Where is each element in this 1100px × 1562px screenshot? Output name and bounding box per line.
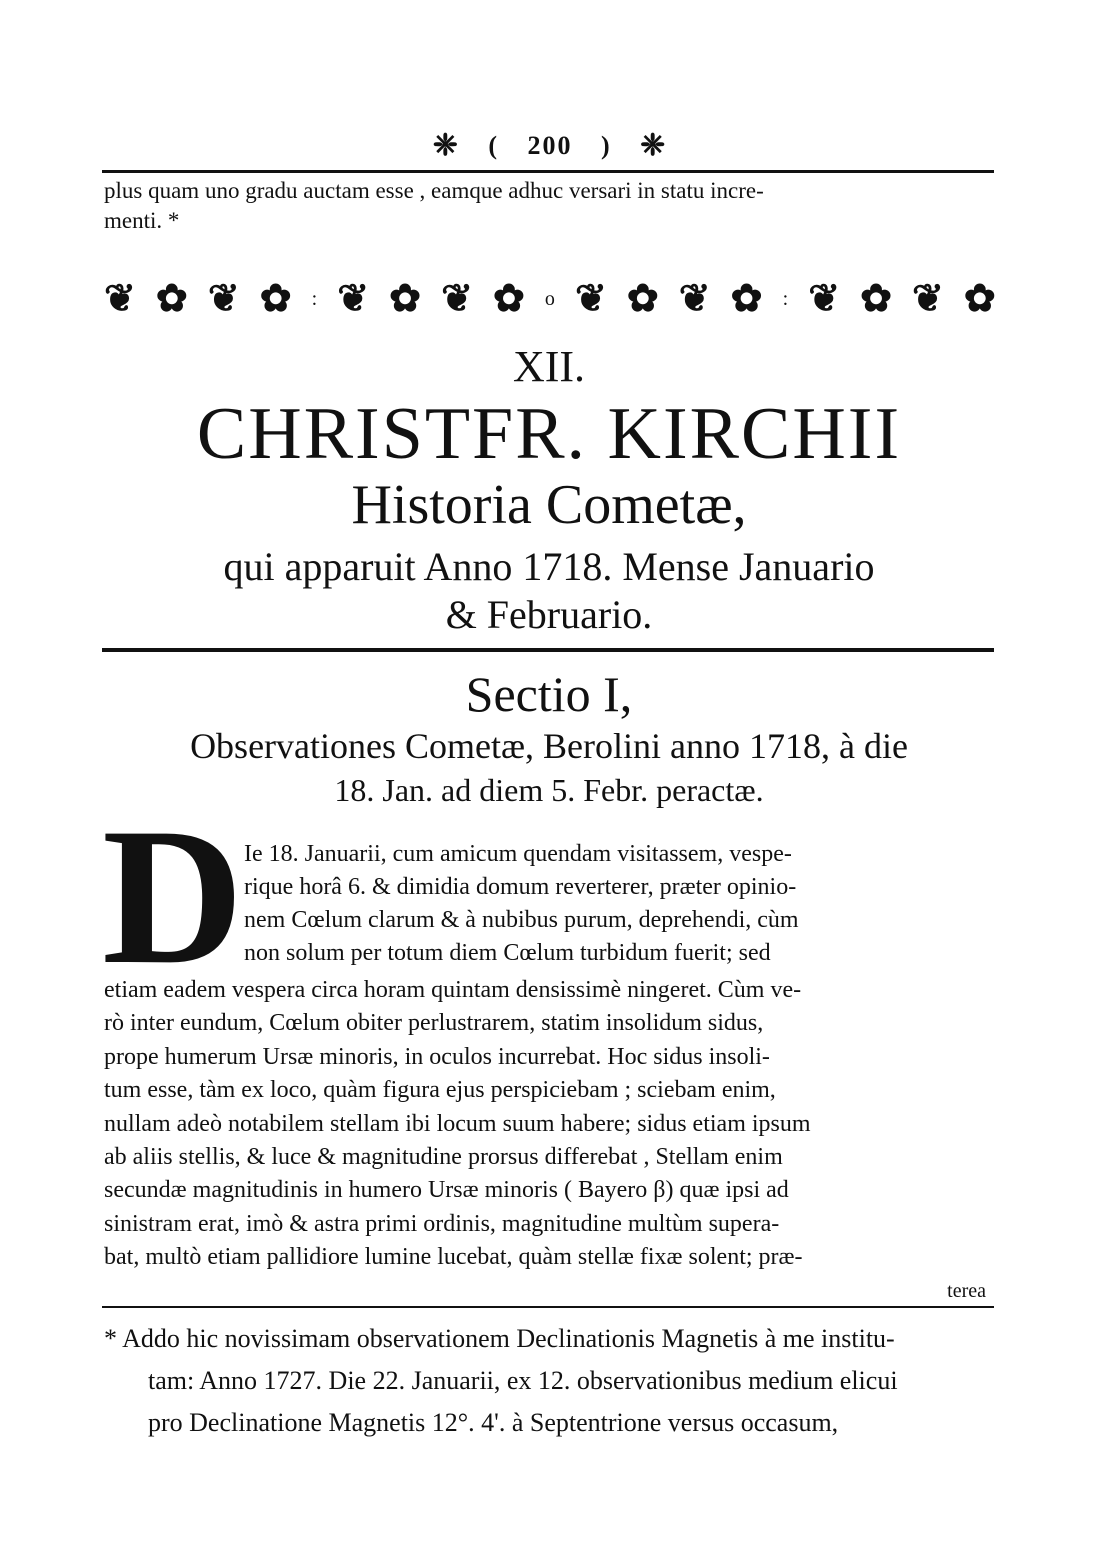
fleuron-icon: ❦ — [207, 278, 240, 320]
fleuron-icon: ❦ — [337, 278, 370, 320]
ornament-separator: : — [311, 287, 318, 310]
carryover-line: plus quam uno gradu auctam esse , eamque adhuc versari in statu incre- — [104, 178, 764, 203]
paren-open: ( — [488, 130, 499, 160]
section-rule — [102, 648, 994, 652]
text-line: rique horâ 6. & dimidia domum reverterer, præter opinio- — [244, 874, 797, 900]
text-line: sinistram erat, imò & astra primi ordinis, magnitudine multùm supera- — [104, 1210, 780, 1237]
author-title: CHRISTFR. KIRCHII — [196, 393, 902, 475]
running-head — [0, 128, 1100, 168]
text-line: rò inter eundum, Cœlum obiter perlustrarem, statim insolidum sidus, — [104, 1010, 764, 1037]
section-heading: Sectio I, — [465, 666, 633, 722]
fleuron-icon: ✿ — [626, 278, 659, 320]
text-line: Ie 18. Januarii, cum amicum quendam visitassem, vespe- — [244, 841, 792, 867]
fleuron-icon: ❦ — [441, 278, 473, 320]
flower-ornament-right-icon: ❈ — [640, 129, 668, 162]
fleuron-icon: ❦ — [678, 278, 711, 320]
fleuron-icon: ❦ — [574, 278, 607, 320]
text-line: ab aliis stellis, & luce & magnitudine prorsus differebat , Stellam enim — [104, 1144, 783, 1171]
text-line: prope humerum Ursæ minoris, in oculos incurrebat. Hoc sidus insoli- — [104, 1043, 770, 1070]
fleuron-icon: ❦ — [808, 278, 841, 320]
paren-close: ) — [601, 130, 612, 160]
fleuron-icon: ✿ — [259, 278, 292, 320]
fleuron-icon: ✿ — [492, 278, 525, 320]
title-subline: & Februario. — [445, 592, 653, 637]
header-rule — [102, 170, 994, 173]
fleuron-icon: ❦ — [104, 278, 136, 320]
drop-cap: D — [102, 788, 244, 1005]
ornament-band — [104, 274, 996, 324]
fleuron-icon: ❦ — [912, 278, 944, 320]
flower-ornament-left-icon: ❈ — [432, 129, 460, 162]
footnote-line: * Addo hic novissimam observationem Declinationis Magnetis à me institu- — [104, 1324, 895, 1353]
ornament-separator: o — [544, 287, 555, 310]
chapter-number: XII. — [512, 342, 586, 391]
text-line: bat, multò etiam pallidiore lumine lucebat, quàm stellæ fixæ solent; præ- — [104, 1244, 803, 1271]
text-line: nullam adeò notabilem stellam ibi locum suum habere; sidus etiam ipsum — [104, 1110, 811, 1137]
footnote-rule — [102, 1306, 994, 1308]
footnote-line: pro Declinatione Magnetis 12°. 4'. à Septentrione versus occasum, — [148, 1408, 839, 1437]
title-subline: qui apparuit Anno 1718. Mense Januario — [223, 544, 875, 589]
text-line: etiam eadem vespera circa horam quintam densissimè ningeret. Cùm ve- — [104, 977, 802, 1003]
text-line: nem Cœlum clarum & à nubibus purum, deprehendi, cùm — [244, 907, 799, 933]
fleuron-icon: ✿ — [963, 278, 996, 320]
section-subtitle: Observationes Cometæ, Berolini anno 1718, à die — [190, 726, 908, 766]
ornament-separator: : — [782, 287, 789, 310]
text-line: non solum per totum diem Cœlum turbidum fuerit; sed — [244, 940, 771, 966]
body-text — [104, 974, 988, 1275]
fleuron-icon: ✿ — [860, 278, 892, 320]
page-number: 200 — [527, 130, 573, 160]
opening-lines — [244, 838, 988, 970]
carryover-line: menti. * — [104, 208, 180, 233]
footnote — [104, 1318, 994, 1444]
text-line: secundæ magnitudinis in humero Ursæ minoris ( Bayero β) quæ ipsi ad — [104, 1177, 789, 1204]
fleuron-icon: ✿ — [389, 278, 421, 320]
fleuron-icon: ✿ — [155, 278, 188, 320]
work-title: Historia Cometæ, — [351, 474, 747, 536]
footnote-line: tam: Anno 1727. Die 22. Januarii, ex 12. observationibus medium elicui — [148, 1366, 898, 1395]
carryover-text — [104, 176, 994, 236]
catchword: terea — [947, 1280, 986, 1302]
text-line: tum esse, tàm ex loco, quàm figura ejus perspiciebam ; sciebam enim, — [104, 1077, 776, 1104]
fleuron-icon: ✿ — [730, 278, 763, 320]
section-subtitle: 18. Jan. ad diem 5. Febr. peractæ. — [334, 772, 764, 808]
